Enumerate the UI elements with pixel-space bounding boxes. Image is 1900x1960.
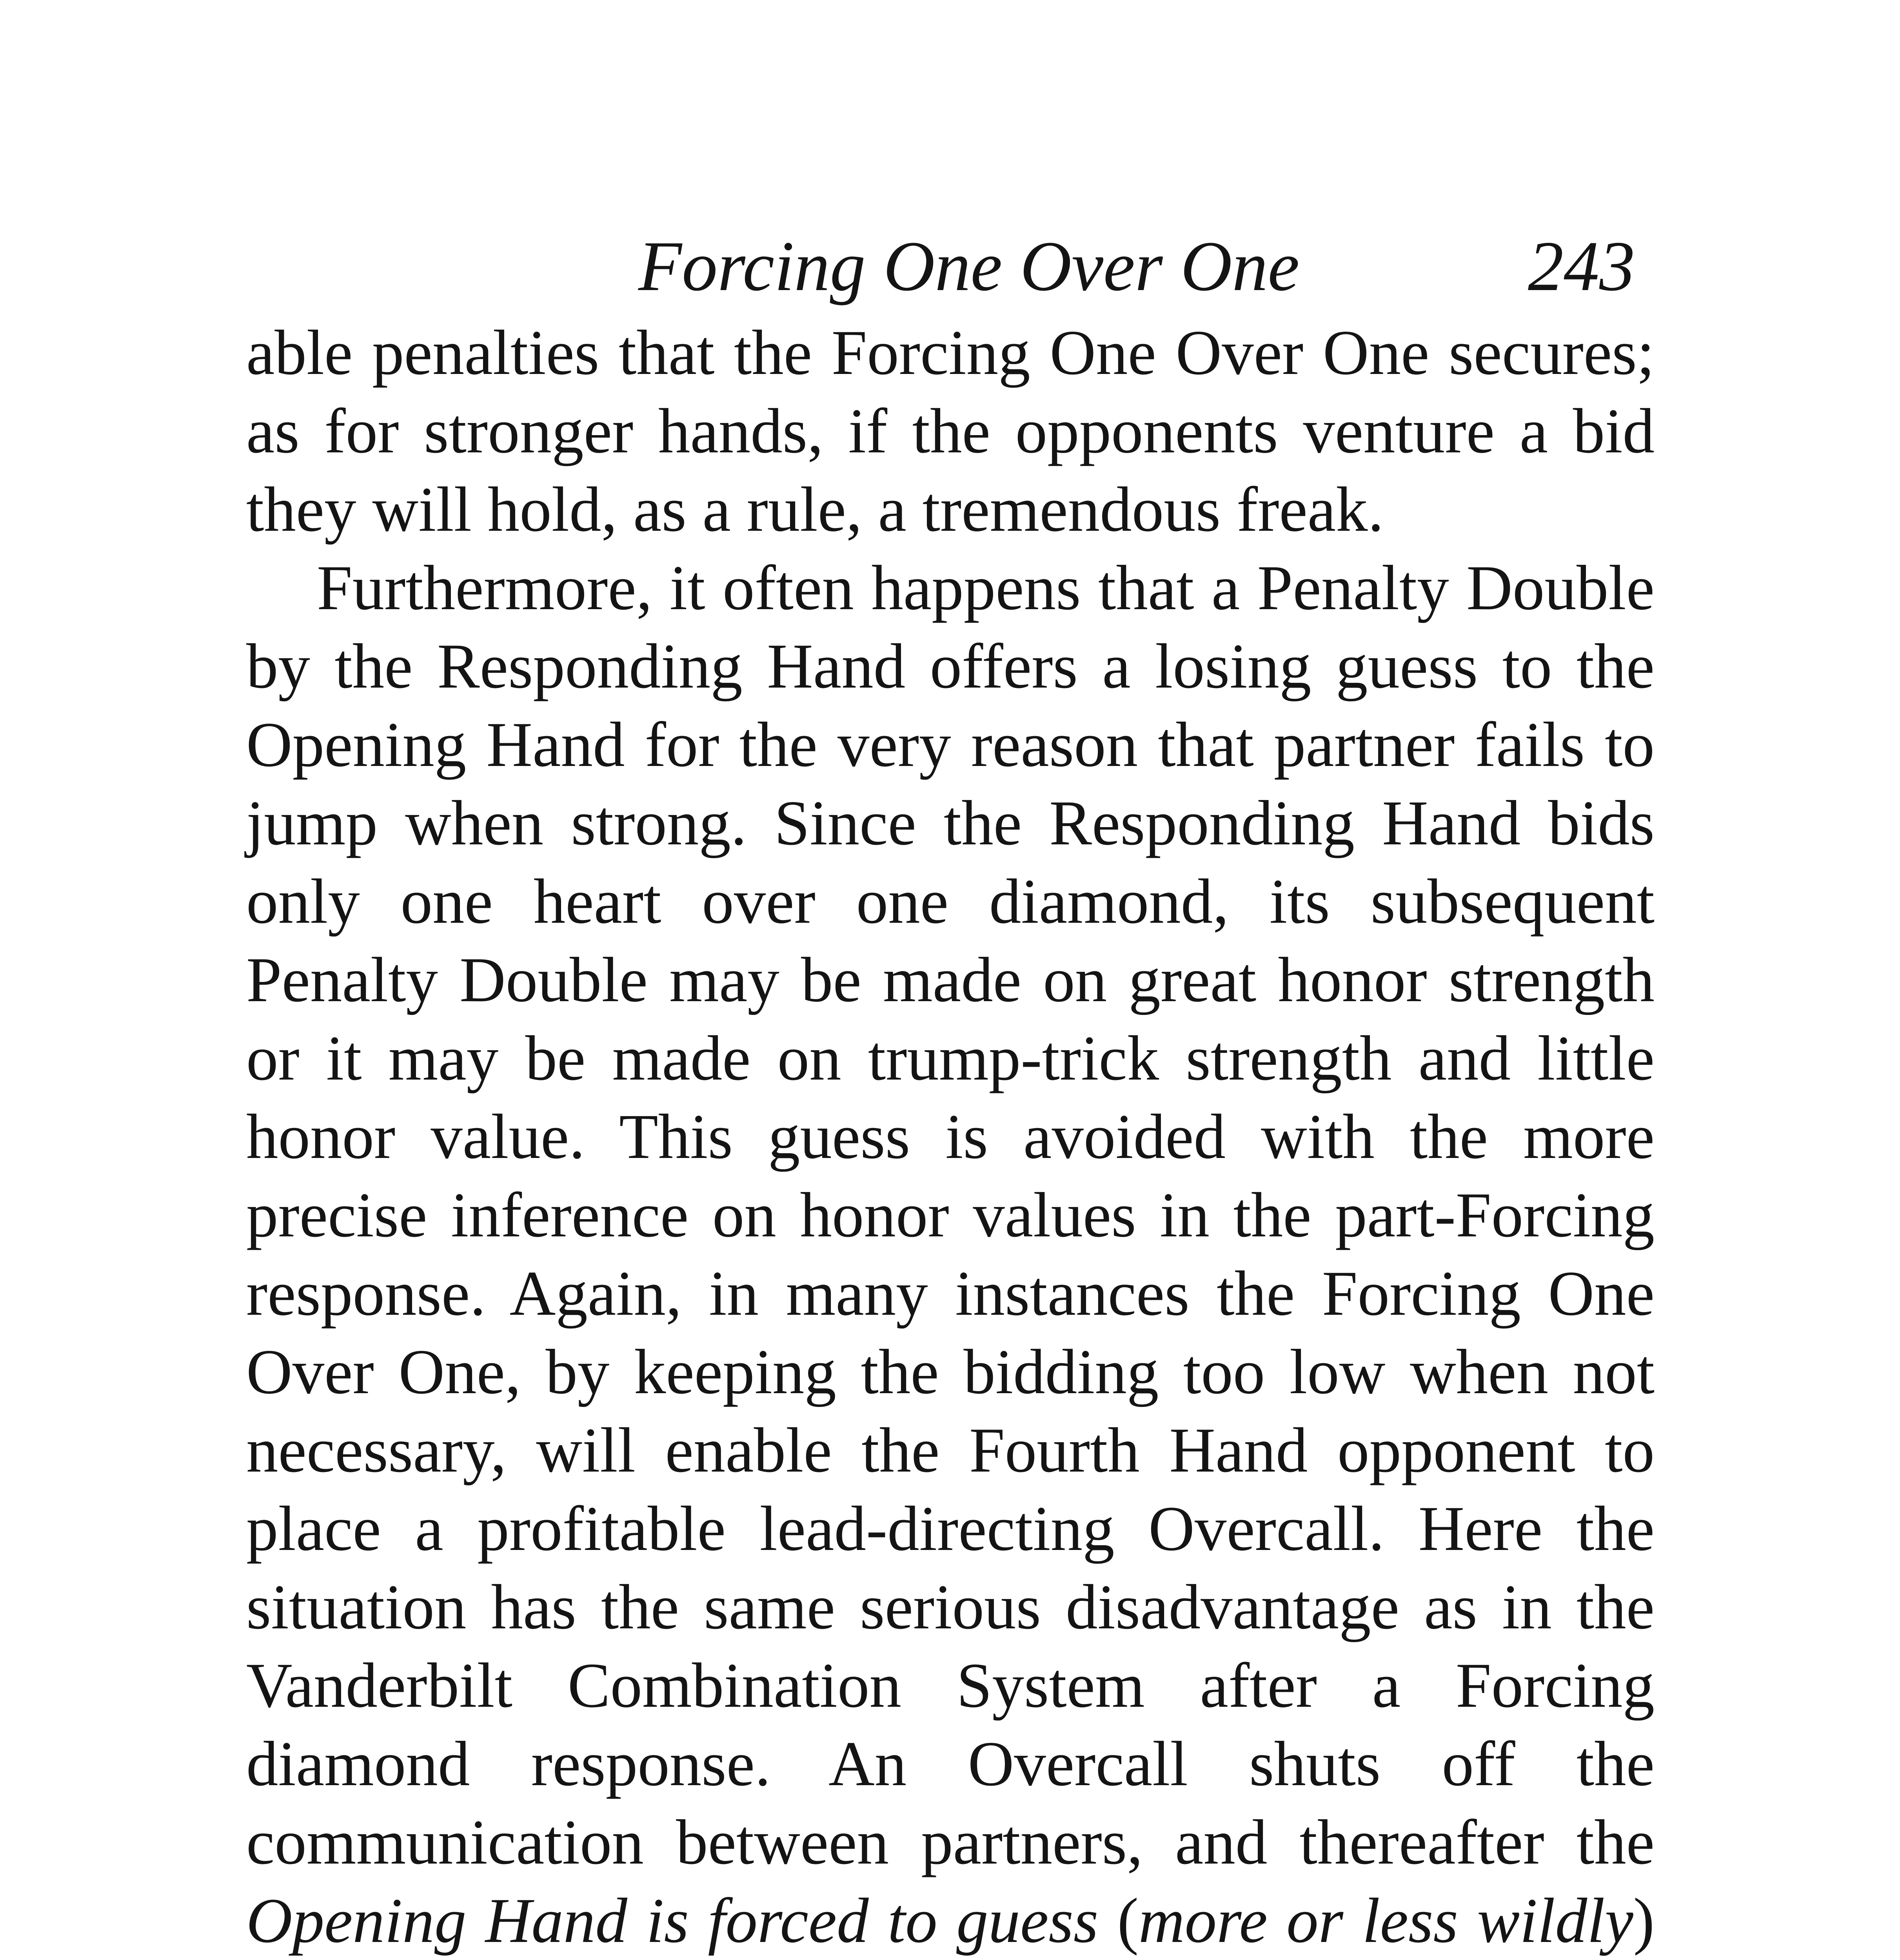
running-title: Forcing One Over One (638, 227, 1300, 306)
paragraph-2 (246, 549, 1655, 1960)
paragraph-text: ( (1098, 1886, 1139, 1956)
paragraph-text: ) (1633, 1886, 1655, 1956)
italic-phrase: more or less wildly (1138, 1886, 1633, 1956)
body-text (246, 314, 1655, 1960)
paragraph-1 (246, 314, 1655, 549)
paragraph-text: Furthermore, it often happens that a Penalty Double by the Responding Hand offers a losing guess to the Opening Hand for the very reason that partner fails to jump when strong. Since the Responding Hand bids only one heart over one diamond, its subsequent Penalty Double may be made on great honor strength or it may be made on trump-trick strength and little honor value. This guess is avoided with the more precise inference on honor values in the part-Forcing response. Again, in many instances the Forcing One Over One, by keeping the bidding too low when not necessary, will enable the Fourth Hand opponent to place a profitable lead-directing Overcall. Here the situation has the same serious disadvantage as in the Vanderbilt Combination System after a Forcing diamond response. An Overcall shuts off the communication between partners, and thereafter the (246, 553, 1655, 1878)
italic-phrase: Opening Hand is forced to guess (246, 1886, 1099, 1956)
paragraph-text: able penalties that the Forcing One Over One secures; as for stronger hands, if the opponents venture a bid they will hold, as a rule, a tremendous freak. (246, 318, 1655, 545)
page-number: 243 (1528, 227, 1635, 306)
page-header (246, 220, 1655, 321)
